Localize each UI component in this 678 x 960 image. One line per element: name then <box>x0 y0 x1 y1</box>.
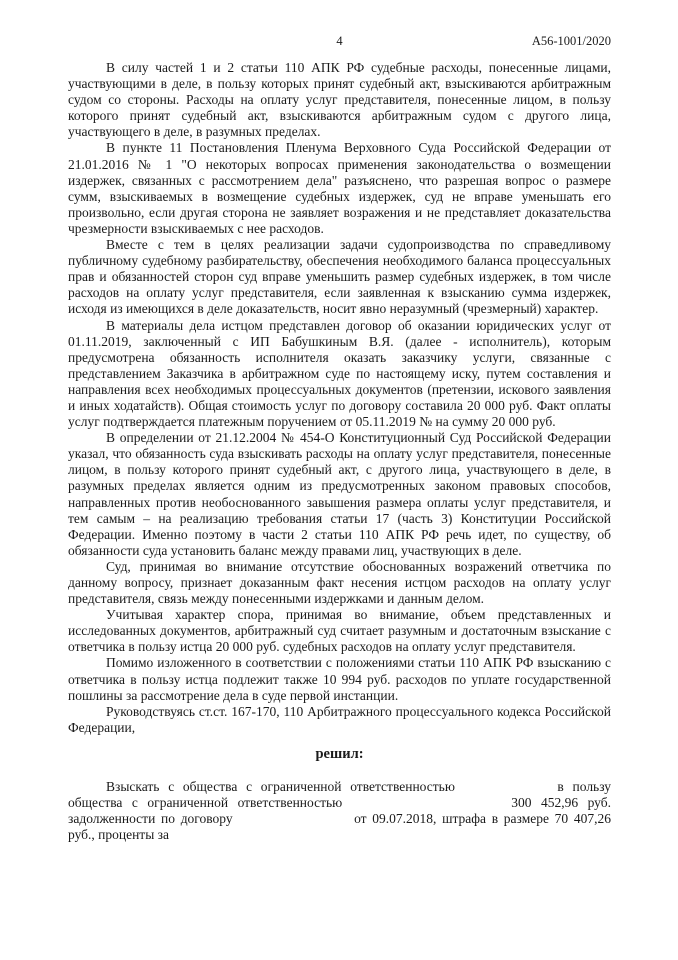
paragraph-constitutional-court: В определении от 21.12.2004 № 454-О Конституционный Суд Российской Федерации указал, что обязанность суда взыскивать расходы на оплату услуг представителя, понесенные лицом, в пользу которого принят судебный акт, с другого лица, участвующего в деле, в разумных пределах является одним из предусмотренных законом правовых способов, направленных против необоснованного завышения размера оплаты услуг представителя, и тем самым – на реализацию требования статьи 17 (часть 3) Конституции Российской Федерации. Именно поэтому в части 2 статьи 110 АПК РФ речь идет, по существу, об обязанности суда установить баланс между правами лиц, участвующих в деле. <box>68 430 611 558</box>
paragraph-apk-costs: В силу частей 1 и 2 статьи 110 АПК РФ судебные расходы, понесенные лицами, участвующими в деле, в пользу которых принят судебный акт, взыскиваются арбитражным судом со стороны. Расходы на оплату услуг представителя, понесенные лицом, в пользу которого принят судебный акт, взыскиваются арбитражным судом с другого лица, участвующего в деле, в разумных пределах. <box>68 60 611 140</box>
page-header <box>68 34 611 50</box>
paragraph-guided-by: Руководствуясь ст.ст. 167-170, 110 Арбитражного процессуального кодекса Российской Федерации, <box>68 703 611 735</box>
resolution-segment-plaintiff: Взыскать с общества с ограниченной ответственностью <box>106 779 455 795</box>
document-body <box>68 60 611 843</box>
redacted-company-name-gap <box>352 806 502 807</box>
redacted-company-name-gap <box>464 790 549 791</box>
resolution-heading: решил: <box>315 745 364 762</box>
page-number: 4 <box>336 34 343 48</box>
paragraph-no-objections: Суд, принимая во внимание отсутствие обоснованных возражений ответчика по данному вопросу, признает доказанным факт несения истцом расходов на оплату услуг представителя, связь между понесенными издержками и данным делом. <box>68 558 611 607</box>
resolution-segment-in-favor: в пользу общества с ограниченной ответственностью <box>68 779 612 811</box>
paragraph-reasonable-amount: Учитывая характер спора, принимая во внимание, объем представленных и исследованных документов, арбитражный суд считает разумным и достаточным взыскание с ответчика в пользу истца 20 000 руб. судебных расходов на оплату услуг представителя. <box>68 607 611 655</box>
redacted-contract-number-gap <box>238 822 348 823</box>
paragraph-services-contract: В материалы дела истцом представлен договор об оказании юридических услуг от 01.11.2019, заключенный с ИП Бабушкиным В.Я. (далее - исполнитель), которым предусмотрена обязанность исполнителя оказать заказчику услуги, связанные с представлением Заказчика в арбитражном суде по настоящему иску, путем составления и направления всех необходимых процессуальных документов (претензии, искового заявления и иных ходатайств). Общая стоимость услуг по договору составила 20 000 руб. Факт оплаты услуг подтверждается платежным поручением от 05.11.2019 № на сумму 20 000 руб. <box>68 317 611 430</box>
paragraph-plenum-point-11: В пункте 11 Постановления Пленума Верховного Суда Российской Федерации от 21.01.2016 № 1 "О некоторых вопросах применения законодательства о возмещении издержек, связанных с рассмотрением дела" разъяснено, что разрешая вопрос о размере сумм, взыскиваемых в возмещение судебных издержек, суд не вправе уменьшать его произвольно, если другая сторона не заявляет возражения и не представляет доказательства чрезмерности взыскиваемых с нее расходов. <box>68 140 611 236</box>
paragraph-court-may-reduce: Вместе с тем в целях реализации задачи судопроизводства по справедливому публичному судебному разбирательству, обеспечения необходимого баланса процессуальных прав и обязанностей сторон суд вправе уменьшить размер судебных издержек, в том числе расходов на оплату услуг представителя, если заявленная к взысканию сумма издержек, исходя из имеющихся в деле доказательств, носит явно неразумный (чрезмерный) характер. <box>68 237 611 317</box>
resolution-segment-debt-amount: 300 452,96 руб. задолженности по договору <box>68 795 611 827</box>
paragraph-resolution-award <box>68 779 611 843</box>
resolution-segment-fine-interest: от 09.07.2018, штрафа в размере 70 407,26 руб., проценты за <box>68 811 612 843</box>
paragraph-state-duty: Помимо изложенного в соответствии с положениями статьи 110 АПК РФ взысканию с ответчика в пользу истца подлежит также 10 994 руб. расходов по уплате государственной пошлины за рассмотрение дела в суде первой инстанции. <box>68 655 611 703</box>
case-number: А56-1001/2020 <box>531 34 611 48</box>
